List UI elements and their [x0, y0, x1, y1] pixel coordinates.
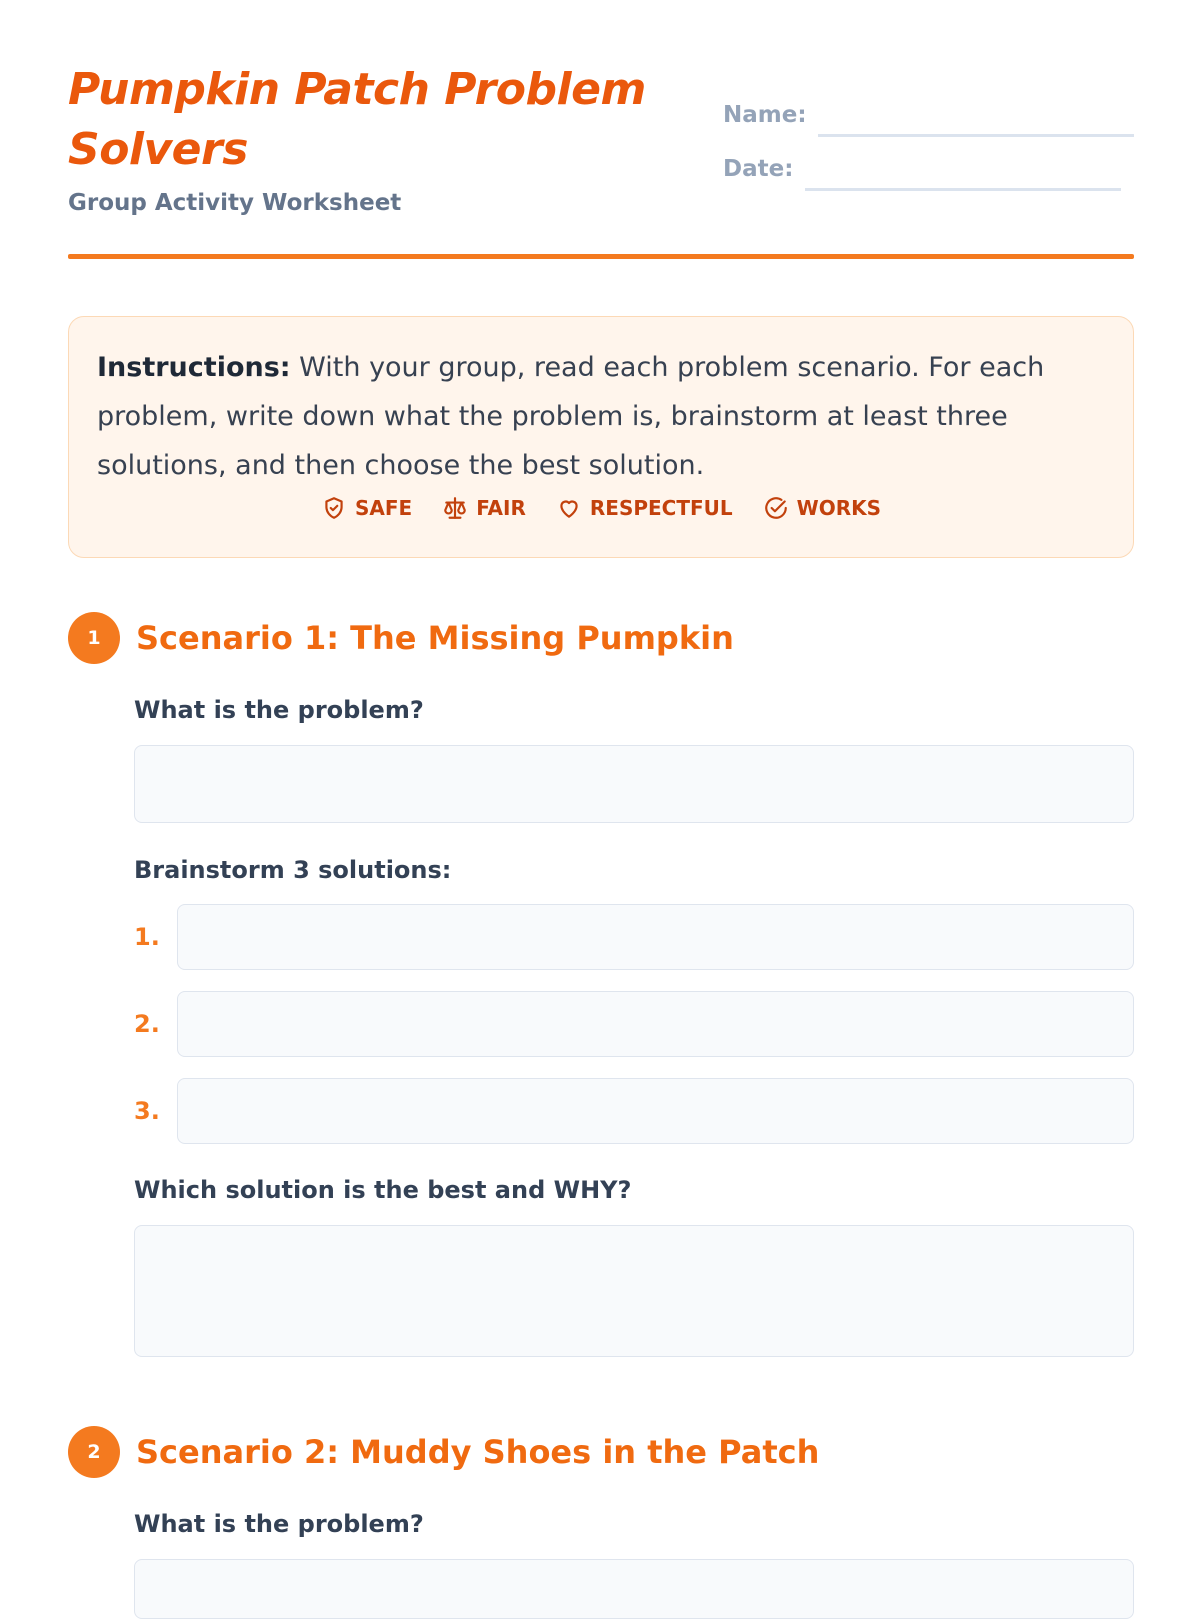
date-field[interactable]	[805, 188, 1121, 191]
instructions-body: With your group, read each problem scenario. For each problem, write down what the problem is, brainstorm at least three solutions, and then choose the best solution.	[97, 352, 1045, 481]
solution-3-box[interactable]	[177, 1078, 1134, 1144]
solution-2-number: 2.	[134, 1010, 160, 1038]
name-field[interactable]	[818, 134, 1134, 137]
instructions-lead: Instructions:	[97, 352, 291, 383]
scale-icon	[442, 495, 468, 521]
scenario-2-number: 2	[68, 1426, 120, 1478]
page-title: Pumpkin Patch Problem Solvers	[68, 64, 646, 175]
scenario-1-problem-label: What is the problem?	[134, 696, 424, 724]
scenario-2-problem-label: What is the problem?	[134, 1510, 424, 1538]
scenario-1-problem-box[interactable]	[134, 745, 1134, 823]
name-label: Name:	[723, 102, 807, 128]
scenario-1-best-label: Which solution is the best and WHY?	[134, 1176, 632, 1204]
criterion-works-label: WORKS	[796, 496, 882, 520]
criterion-respectful	[556, 495, 733, 521]
scenario-1-number: 1	[68, 612, 120, 664]
criteria-list	[69, 495, 1133, 521]
solution-3-number: 3.	[134, 1097, 160, 1125]
scenario-1-brainstorm-label: Brainstorm 3 solutions:	[134, 856, 452, 884]
header-divider	[68, 254, 1134, 259]
solution-1-box[interactable]	[177, 904, 1134, 970]
date-label: Date:	[723, 156, 794, 182]
scenario-2-title: Scenario 2: Muddy Shoes in the Patch	[136, 1433, 820, 1471]
worksheet-header	[68, 60, 1134, 260]
check-circle-icon	[763, 495, 789, 521]
instructions-box	[68, 316, 1134, 558]
heart-icon	[556, 495, 582, 521]
criterion-fair-label: FAIR	[476, 496, 526, 520]
scenario-2-header	[68, 1426, 819, 1478]
scenario-1-best-box[interactable]	[134, 1225, 1134, 1357]
solution-1-number: 1.	[134, 923, 160, 951]
criterion-fair	[442, 495, 526, 521]
solution-2-box[interactable]	[177, 991, 1134, 1057]
page-subtitle: Group Activity Worksheet	[68, 190, 402, 216]
criterion-works	[763, 495, 881, 521]
criterion-safe-label: SAFE	[354, 496, 413, 520]
scenario-1-title: Scenario 1: The Missing Pumpkin	[136, 619, 734, 657]
scenario-2-problem-box[interactable]	[134, 1559, 1134, 1619]
shield-check-icon	[321, 495, 347, 521]
criterion-respectful-label: RESPECTFUL	[589, 496, 733, 520]
instructions-text	[97, 343, 1105, 490]
scenario-1-header	[68, 612, 734, 664]
name-date-fields	[723, 98, 1134, 206]
criterion-safe	[321, 495, 412, 521]
